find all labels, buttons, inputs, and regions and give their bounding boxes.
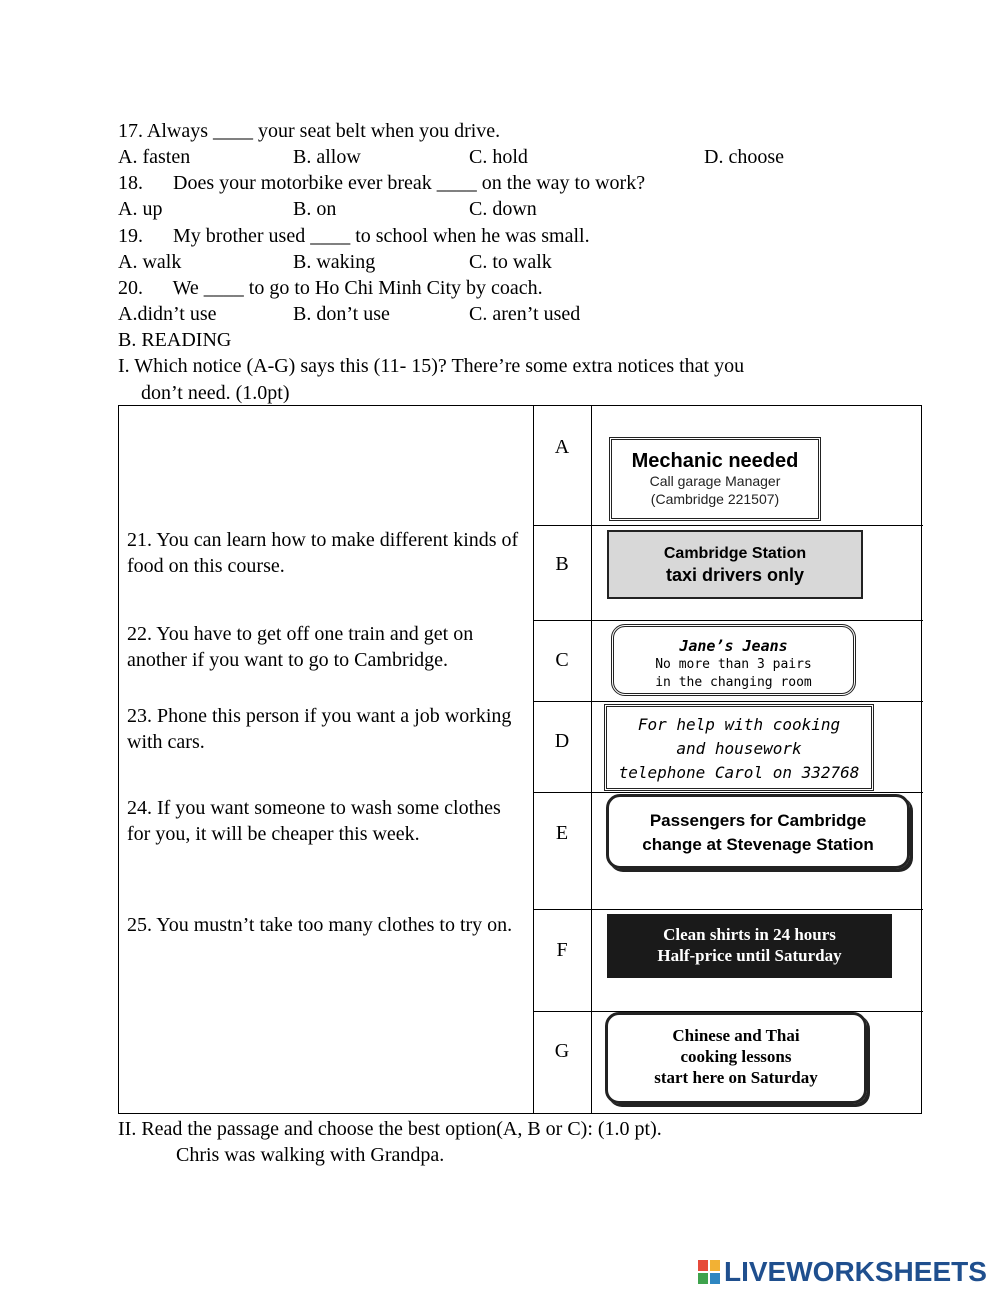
q20-option-c: C. aren’t used	[469, 303, 581, 325]
letter-g: G	[554, 1040, 570, 1062]
question-17-stem: 17. Always ____ your seat belt when you drive.	[118, 120, 501, 142]
statement-24: 24. If you want someone to wash some clothes for you, it will be cheaper this week.	[127, 797, 501, 845]
q20-option-a: A.didn’t use	[118, 303, 217, 325]
notice-c-line: Jane’s Jeans	[679, 637, 788, 655]
q19-option-a: A. walk	[118, 251, 182, 273]
notice-c-line: No more than 3 pairs	[655, 657, 812, 672]
notice-a-line: (Cambridge 221507)	[650, 491, 780, 507]
part1-instructions-cont: don’t need. (1.0pt)	[141, 382, 290, 404]
statement-25: 25. You mustn’t take too many clothes to try on.	[127, 914, 513, 936]
letter-c: C	[555, 649, 569, 671]
notice-a-sign	[609, 437, 821, 521]
question-20-stem: 20. We ____ to go to Ho Chi Minh City by coach.	[118, 277, 543, 299]
logo-text: LIVEWORKSHEETS	[724, 1256, 987, 1287]
logo-block	[698, 1273, 708, 1284]
notice-d-line: and housework	[676, 739, 802, 758]
q17-option-c: C. hold	[469, 146, 528, 168]
liveworksheets-logo	[698, 1258, 987, 1286]
table-divider	[591, 406, 592, 1113]
row-divider	[533, 620, 923, 621]
logo-icon	[698, 1260, 720, 1284]
question-19-stem: 19. My brother used ____ to school when he was small.	[118, 225, 590, 247]
passage-first-line: Chris was walking with Grandpa.	[176, 1144, 445, 1166]
notice-e-sign	[606, 794, 910, 869]
row-divider	[533, 525, 923, 526]
notice-a-line: Call garage Manager	[649, 473, 781, 489]
q17-option-b: B. allow	[293, 146, 361, 168]
notice-g-sign	[605, 1012, 867, 1104]
q18-option-b: B. on	[293, 198, 337, 220]
question-18-stem: 18. Does your motorbike ever break ____ on the way to work?	[118, 172, 646, 194]
part2-instructions: II. Read the passage and choose the best option(A, B or C): (1.0 pt).	[118, 1118, 662, 1140]
row-divider	[533, 909, 923, 910]
statement-23: 23. Phone this person if you want a job working with cars.	[127, 705, 512, 753]
row-divider	[533, 701, 923, 702]
q19-option-c: C. to walk	[469, 251, 552, 273]
letter-d: D	[554, 730, 570, 752]
logo-block	[710, 1260, 720, 1271]
q18-option-a: A. up	[118, 198, 163, 220]
letter-f: F	[556, 939, 568, 961]
q18-option-c: C. down	[469, 198, 537, 220]
notice-b-line: Cambridge Station	[663, 545, 807, 562]
notice-d-line: For help with cooking	[637, 715, 841, 734]
row-divider	[533, 792, 923, 793]
notice-matching-table	[118, 405, 922, 1114]
notice-g-line: start here on Saturday	[654, 1068, 818, 1087]
notice-c-line: in the changing room	[655, 675, 812, 690]
part1-instructions: I. Which notice (A-G) says this (11- 15)? There’re some extra notices that you	[118, 355, 745, 377]
notice-a-line: Mechanic needed	[631, 450, 799, 472]
notice-g-line: cooking lessons	[680, 1047, 792, 1066]
q20-option-b: B. don’t use	[293, 303, 390, 325]
notice-e-line: Passengers for Cambridge	[649, 811, 867, 830]
letter-a: A	[554, 436, 570, 458]
letter-b: B	[555, 553, 569, 575]
notice-f-line: Clean shirts in 24 hours	[663, 925, 836, 944]
notice-d-sign	[604, 704, 874, 791]
q17-option-a: A. fasten	[118, 146, 191, 168]
notice-f-line: Half-price until Saturday	[657, 946, 842, 965]
notice-b-line: taxi drivers only	[665, 565, 805, 585]
statement-22: 22. You have to get off one train and get on another if you want to go to Cambridge.	[127, 623, 474, 671]
reading-heading: B. READING	[118, 329, 232, 351]
notice-g-line: Chinese and Thai	[672, 1026, 800, 1045]
notice-e-line: change at Stevenage Station	[642, 835, 874, 854]
notice-b-sign	[607, 530, 863, 599]
q19-option-b: B. waking	[293, 251, 376, 273]
letter-e: E	[555, 822, 569, 844]
logo-block	[710, 1273, 720, 1284]
q17-option-d: D. choose	[704, 146, 784, 168]
notice-c-sign	[611, 624, 856, 696]
table-divider	[533, 406, 534, 1113]
notice-d-line: telephone Carol on 332768	[618, 763, 860, 782]
logo-block	[698, 1260, 708, 1271]
statement-21: 21. You can learn how to make different kinds of food on this course.	[127, 529, 519, 577]
notice-f-sign	[607, 914, 892, 978]
